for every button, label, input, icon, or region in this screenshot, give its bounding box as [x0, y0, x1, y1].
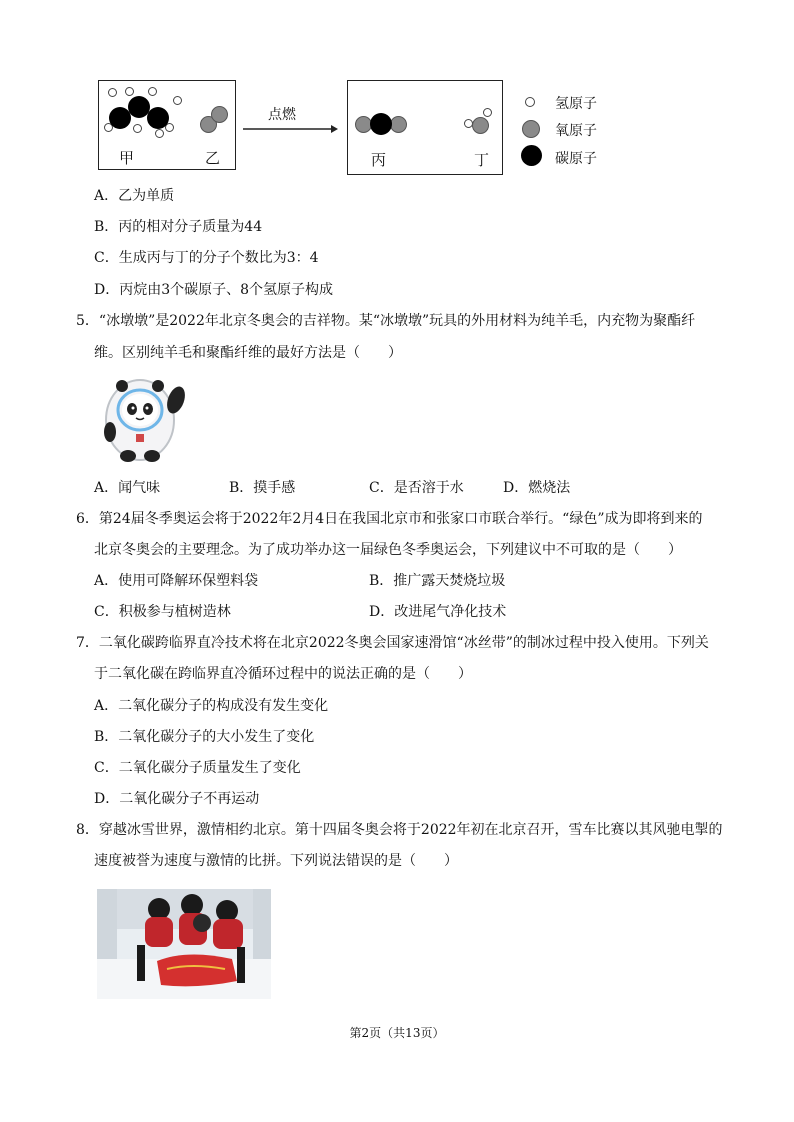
q7-stem-cont: 于二氧化碳在跨临界直冷循环过程中的说法正确的是（ ）: [94, 666, 472, 682]
hydrogen-atom: [148, 87, 157, 96]
q4-option-b: B．丙的相对分子质量为44: [94, 219, 263, 235]
q6-option-b: B．推广露天焚烧垃圾: [369, 573, 506, 589]
bobsled-photo: [97, 889, 271, 999]
carbon-atom: [370, 113, 392, 135]
oxygen-atom: [472, 117, 489, 134]
oxygen-atom: [390, 116, 407, 133]
product-box: [347, 80, 503, 175]
legend-oxygen-label: 氧原子: [555, 123, 597, 139]
hydrogen-atom: [133, 124, 142, 133]
q8-stem-cont: 速度被誉为速度与激情的比拼。下列说法错误的是（ ）: [94, 853, 458, 869]
q6-stem-cont: 北京冬奥会的主要理念。为了成功举办这一届绿色冬季奥运会，下列建议中不可取的是（ ）: [94, 542, 682, 558]
q5-option-b: B．摸手感: [229, 480, 296, 496]
hydrogen-atom: [155, 129, 164, 138]
hydrogen-atom: [173, 96, 182, 105]
q5-option-a: A．闻气味: [94, 480, 161, 496]
q7-option-a: A．二氧化碳分子的构成没有发生变化: [94, 698, 329, 714]
page-footer: 第2页（共13页）: [349, 1026, 445, 1040]
q6-option-d: D．改进尾气净化技术: [369, 604, 507, 620]
q7-option-c: C．二氧化碳分子质量发生了变化: [94, 760, 301, 776]
reactant-label-yi: 乙: [205, 149, 221, 167]
bing-dwen-dwen-image: [96, 372, 192, 466]
carbon-atom: [147, 107, 169, 129]
q5-stem-cont: 维。区别纯羊毛和聚酯纤维的最好方法是（ ）: [94, 345, 402, 361]
q5-option-d: D．燃烧法: [503, 480, 571, 496]
oxygen-atom: [211, 106, 228, 123]
q7-option-d: D．二氧化碳分子不再运动: [94, 791, 260, 807]
q4-option-a: A．乙为单质: [94, 188, 175, 204]
q5-option-c: C．是否溶于水: [369, 480, 464, 496]
hydrogen-atom: [125, 87, 134, 96]
hydrogen-atom: [108, 88, 117, 97]
q5-stem: 5．“冰墩墩”是2022年北京冬奥会的吉祥物。某“冰墩墩”玩具的外用材料为纯羊毛，内充物为聚酯纤: [76, 313, 696, 329]
reaction-condition: 点燃: [268, 107, 296, 123]
legend-hydrogen-label: 氢原子: [555, 96, 597, 112]
q4-option-c: C．生成丙与丁的分子个数比为3：4: [94, 250, 319, 266]
q4-option-d: D．丙烷由3个碳原子、8个氢原子构成: [94, 282, 334, 298]
legend-carbon-icon: [521, 145, 542, 166]
product-label-bing: 丙: [371, 151, 387, 169]
reactant-label-jia: 甲: [119, 149, 135, 167]
q6-option-a: A．使用可降解环保塑料袋: [94, 573, 259, 589]
legend-oxygen-icon: [522, 120, 540, 138]
q8-stem: 8．穿越冰雪世界，激情相约北京。第十四届冬奥会将于2022年初在北京召开，雪车比赛以其风驰电掣的: [76, 822, 723, 838]
q6-option-c: C．积极参与植树造林: [94, 604, 231, 620]
product-label-ding: 丁: [474, 151, 490, 169]
q7-stem: 7．二氧化碳跨临界直冷技术将在北京2022冬奥会国家速滑馆“冰丝带”的制冰过程中投入使用。下列关: [76, 635, 709, 651]
legend-carbon-label: 碳原子: [555, 151, 597, 167]
reactant-box: [98, 80, 236, 170]
q6-stem: 6．第24届冬季奥运会将于2022年2月4日在我国北京市和张家口市联合举行。“绿色”成为即将到来的: [76, 511, 703, 527]
legend-hydrogen-icon: [525, 97, 535, 107]
hydrogen-atom: [483, 108, 492, 117]
q7-option-b: B．二氧化碳分子的大小发生了变化: [94, 729, 315, 745]
